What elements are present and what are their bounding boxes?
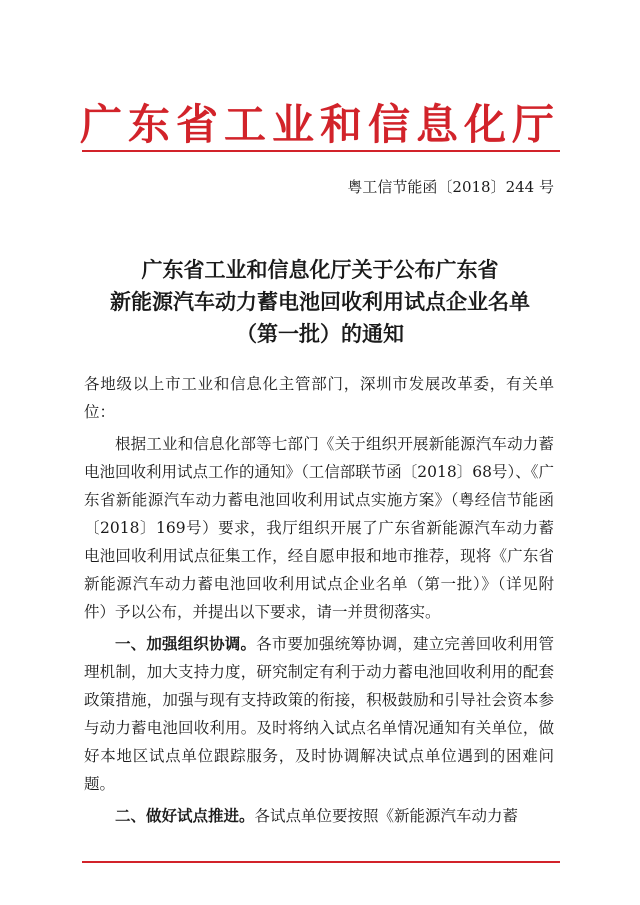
header-red-rule xyxy=(82,150,560,152)
footer-red-rule xyxy=(82,861,560,863)
section-2-text: 各试点单位要按照《新能源汽车动力蓄 xyxy=(254,807,519,825)
paragraph-intro: 根据工业和信息化部等七部门《关于组织开展新能源汽车动力蓄电池回收利用试点工作的通知》（工信部联节函〔2018〕68号）、《广东省新能源汽车动力蓄电池回收利用试点实施方案》（粤经信节能函〔2018〕169号）要求，我厅组织开展了广东省新能源汽车动力蓄电池回收利用试点征集工作，经自愿申报和地市推荐，现将《广东省新能源汽车动力蓄电池回收利用试点企业名单（第一批）》（详见附件）予以公布，并提出以下要求，请一并贯彻落实。 xyxy=(84,435,554,621)
section-1-heading: 一、加强组织协调。 xyxy=(115,634,257,653)
title-line-1: 广东省工业和信息化厅关于公布广东省 xyxy=(141,257,499,282)
section-1 xyxy=(84,630,554,798)
section-1-text: 各市要加强统筹协调，建立完善回收利用管理机制，加大支持力度，研究制定有利于动力蓄电池回收利用的配套政策措施，加强与现有支持政策的衔接，积极鼓励和引导社会资本参与动力蓄电池回收利用。及时将纳入试点名单情况通知有关单位，做好本地区试点单位跟踪服务，及时协调解决试点单位遇到的困难问题。 xyxy=(84,635,554,793)
document-title xyxy=(0,254,640,350)
title-line-2: 新能源汽车动力蓄电池回收利用试点企业名单 xyxy=(110,289,530,314)
document-number: 粤工信节能函〔2018〕244 号 xyxy=(347,178,554,196)
salutation: 各地级以上市工业和信息化主管部门，深圳市发展改革委，有关单位： xyxy=(84,375,554,421)
section-2 xyxy=(84,802,554,830)
title-line-3: （第一批）的通知 xyxy=(236,321,404,346)
section-2-heading: 二、做好试点推进。 xyxy=(115,806,255,825)
document-body xyxy=(84,370,554,834)
agency-header: 广东省工业和信息化厅 xyxy=(79,100,560,149)
